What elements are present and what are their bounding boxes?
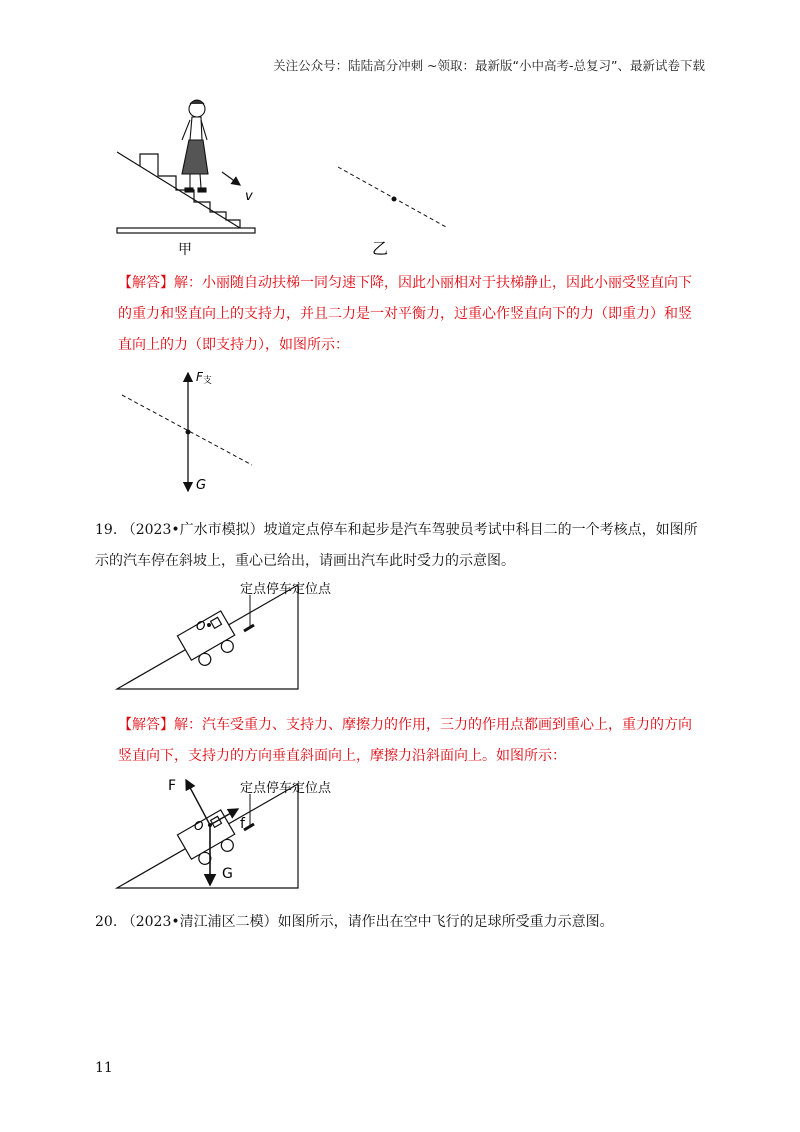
answer-tag: 【解答】 xyxy=(118,275,174,291)
car xyxy=(177,810,240,870)
answer-line: 解：小丽随自动扶梯一同匀速下降，因此小丽相对于扶梯静止，因此小丽受竖直向下 xyxy=(174,275,692,291)
velocity-label: v xyxy=(245,189,253,204)
answer-tag: 【解答】 xyxy=(118,717,174,733)
velocity-arrow xyxy=(222,172,240,185)
q18-answer xyxy=(118,268,708,361)
sign-label: 定点停车定位点 xyxy=(240,582,332,597)
girl-figure xyxy=(182,100,208,192)
gravity-label: G xyxy=(196,478,207,493)
dashed-line-yi xyxy=(338,167,446,227)
support-force-label: F支 xyxy=(196,370,212,386)
page-header: 关注公众号：陆陆高分冲刺 ~领取：最新版“小中高考-总复习”、最新试卷下载 xyxy=(273,58,705,73)
q19-answer xyxy=(118,710,708,772)
center-dot xyxy=(186,430,191,435)
answer-line: 的重力和竖直向上的支持力，并且二力是一对平衡力，过重心作竖直向下的力（即重力）和竖 xyxy=(118,306,692,322)
sign-label: 定点停车定位点 xyxy=(240,781,332,796)
figure-force-balance xyxy=(110,365,270,500)
question-line: （2023•广水市模拟）坡道定点停车和起步是汽车驾驶员考试中科目二的一个考核点，如图所 xyxy=(121,522,698,538)
car xyxy=(177,611,240,671)
caption-jia: 甲 xyxy=(178,242,192,258)
car-center-label: O xyxy=(196,619,206,633)
gravity-label: G xyxy=(222,866,233,882)
answer-line: 竖直向下，支持力的方向垂直斜面向上，摩擦力沿斜面向上。如图所示： xyxy=(118,748,566,764)
answer-line: 直向上的力（即支持力），如图所示： xyxy=(118,337,349,353)
question-19 xyxy=(95,515,707,577)
figure-escalator xyxy=(110,92,460,262)
car-center-dot xyxy=(208,823,212,827)
question-line: （2023•清江浦区二模）如图所示，请作出在空中飞行的足球所受重力示意图。 xyxy=(121,914,614,930)
answer-line: 解：汽车受重力、支持力、摩擦力的作用，三力的作用点都画到重心上，重力的方向 xyxy=(174,717,692,733)
car-center-dot xyxy=(207,623,211,627)
figure-car-forces xyxy=(110,770,332,895)
center-dot-yi xyxy=(392,197,397,202)
sign-mark xyxy=(244,824,254,830)
figure-car-slope xyxy=(110,575,332,695)
car-center-label: O xyxy=(194,819,204,833)
caption-yi: 乙 xyxy=(372,239,389,258)
question-number: 19. xyxy=(95,522,118,538)
sign-mark xyxy=(244,625,254,631)
question-20 xyxy=(95,907,707,938)
escalator-base xyxy=(117,228,255,233)
friction-label: f xyxy=(240,816,245,832)
support-force-label: F xyxy=(168,778,177,794)
page-number: 11 xyxy=(95,1060,113,1076)
question-line: 示的汽车停在斜坡上，重心已给出，请画出汽车此时受力的示意图。 xyxy=(95,553,515,569)
question-number: 20. xyxy=(95,914,118,930)
